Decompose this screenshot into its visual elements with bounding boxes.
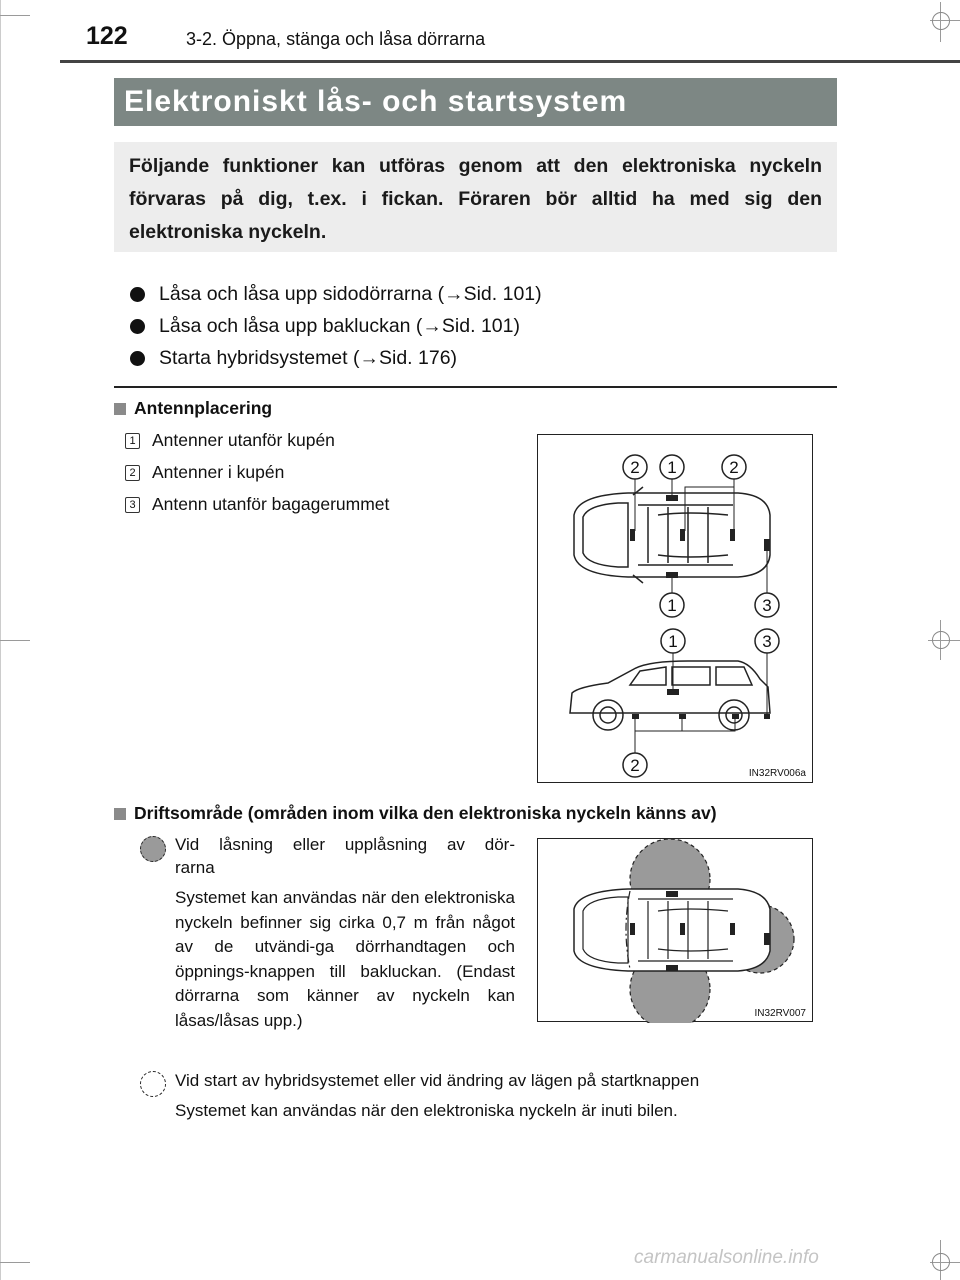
section-banner <box>114 78 837 126</box>
range-heading-text: Driftsområde (områden inom vilka den elektroniska nyckeln känns av) <box>134 803 717 823</box>
callout-label: 2 <box>630 458 640 477</box>
callout-label: 2 <box>630 756 640 775</box>
antenna-heading <box>114 398 272 419</box>
page-number: 122 <box>86 22 128 50</box>
header-rule <box>60 60 960 63</box>
list-item <box>130 278 542 310</box>
antenna-label: Antenner i kupén <box>152 462 285 482</box>
callout-label: 1 <box>668 632 678 651</box>
registration-circle <box>932 631 950 649</box>
list-item <box>130 342 542 374</box>
zone-empty-icon <box>140 1071 166 1097</box>
list-item <box>130 310 542 342</box>
bullet-icon <box>130 351 145 366</box>
crop-mark <box>0 640 30 641</box>
registration-circle <box>932 1253 950 1271</box>
antenna-item <box>125 494 389 515</box>
running-header: 3-2. Öppna, stänga och låsa dörrarna <box>186 29 486 49</box>
bullet-icon <box>130 319 145 334</box>
figure-code: IN32RV007 <box>754 1008 806 1019</box>
callout-label: 1 <box>667 596 677 615</box>
zone1-title-line1: Vid låsning eller upplåsning av dör- <box>175 835 515 854</box>
range-heading <box>114 803 717 824</box>
callout-label: 3 <box>762 596 772 615</box>
zone2-title: Vid start av hybridsystemet eller vid ändring av lägen på startknappen <box>175 1071 700 1090</box>
function-text: Låsa och låsa upp bakluckan (→Sid. 101) <box>159 314 520 337</box>
figure-code: IN32RV006a <box>748 768 806 779</box>
function-text: Låsa och låsa upp sidodörrarna (→Sid. 101) <box>159 282 542 305</box>
intro-text: Följande funktioner kan utföras genom att den elektroniska nyckeln förvaras på dig, t.ex. i fickan. Föraren bör alltid ha med sig den elektroniska nyckeln. <box>129 155 822 243</box>
square-bullet-icon <box>114 808 126 820</box>
zone2-description: Systemet kan användas när den elektroniska nyckeln är inuti bilen. <box>175 1101 678 1120</box>
antenna-label: Antenn utanför bagagerummet <box>152 494 390 514</box>
watermark: carmanualsonline.info <box>634 1247 819 1268</box>
number-badge: 2 <box>125 465 140 481</box>
antenna-item <box>125 430 335 451</box>
antenna-heading-text: Antennplacering <box>134 398 273 418</box>
antenna-item <box>125 462 284 483</box>
registration-circle <box>932 12 950 30</box>
number-badge: 3 <box>125 497 140 513</box>
section-rule <box>114 386 837 388</box>
function-list <box>130 278 542 374</box>
bullet-icon <box>130 287 145 302</box>
callout-label: 1 <box>667 458 677 477</box>
zone1-title <box>175 835 515 878</box>
zone1-description: Systemet kan användas när den elektroniska nyckeln befinner sig cirka 0,7 m från något av de utvändi-ga dörrhandtagen och öppnings-knappen till bakluckan. (Endast dörrarna som känner av nyckeln kan låsas/låsas upp.) <box>175 888 515 1030</box>
antenna-figure <box>537 434 813 783</box>
antenna-label: Antenner utanför kupén <box>152 430 335 450</box>
number-badge: 1 <box>125 433 140 449</box>
callout-label: 3 <box>762 632 772 651</box>
function-text: Starta hybridsystemet (→Sid. 176) <box>159 346 458 369</box>
zone1-title-line2: rarna <box>175 858 215 877</box>
crop-mark <box>0 1262 30 1263</box>
callout-label: 2 <box>729 458 739 477</box>
zone-filled-icon <box>140 836 166 862</box>
range-diagram <box>538 839 814 1023</box>
square-bullet-icon <box>114 403 126 415</box>
antenna-diagram <box>538 435 814 784</box>
range-figure <box>537 838 813 1022</box>
section-title: Elektroniskt lås- och startsystem <box>124 85 628 118</box>
crop-mark <box>0 15 30 16</box>
intro-box <box>114 142 837 252</box>
